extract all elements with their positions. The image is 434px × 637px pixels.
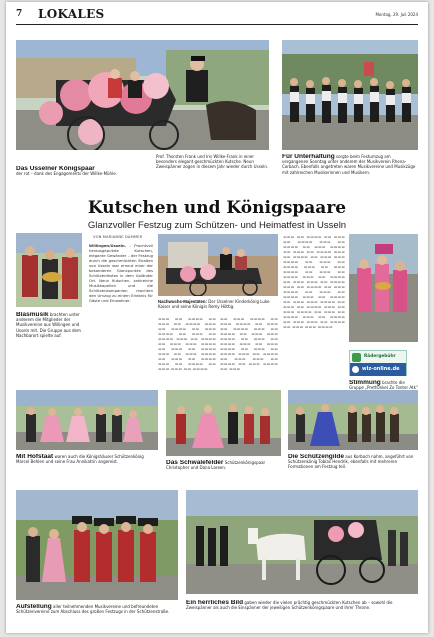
caption-stimmung-heading: Stimmung [349, 380, 381, 386]
badge-bottom [350, 363, 406, 376]
badge-top-label: Rädergebühr [364, 354, 396, 359]
photo-unterhaltung [282, 40, 418, 150]
photo-aufstellung [16, 490, 178, 600]
photo-schuetzengilde [288, 390, 418, 450]
section-title: LOKALES [38, 7, 105, 21]
photo-blasmusik [16, 233, 82, 307]
caption-blasmusik-text: brachten unter anderem die Mitglieder der Musikvereine aus Willingen und Usseln mit. Die Gruppe aus dem Nachbarort spielte auf. [16, 312, 81, 338]
caption-unterhaltung [282, 154, 418, 194]
caption-koenigspaar-heading: Das Usselner Königspaar [16, 166, 95, 172]
caption-blasmusik [16, 312, 82, 374]
caption-nachwuchs [158, 299, 278, 313]
caption-koenigspaar-text: der rot – dank des Engagements der Willke-Mühle. [16, 171, 117, 177]
wlz-online-badge[interactable] [349, 350, 407, 376]
photo-schwalefelder [166, 390, 281, 456]
caption-koenigspaar-side: Prof. Thorsten Frank und Iris Willke-Frank in einer besonders elegant geschmückten Kutsche. Neun Zweispänner zogen in diesem Jahr wieder durch Usseln. [156, 154, 269, 170]
caption-koenigspaar [16, 166, 156, 188]
caption-aufstellung-text: aller teilnehmenden Musikvereine und befreundeten Schützenvereine zum Abschluss des großen Festzugs in der Schützenstraße. [16, 604, 170, 615]
caption-nachwuchs-heading: Nachwuchs-Majestäten: [158, 299, 207, 304]
caption-herrliches-bild [186, 600, 418, 630]
caption-hofstaat-heading: Mit Hofstaat [16, 454, 54, 460]
caption-schwalefelder-heading: Das Schwalefelder [166, 460, 224, 466]
caption-hofstaat-text: waren auch die Königshäuser Schützenkönig Marcel Behlen und seine Frau Annikatrin angereist. [16, 454, 144, 465]
caption-aufstellung-heading: Aufstellung [16, 604, 52, 610]
issue-date: Montag, 29. Juli 2024 [375, 12, 418, 17]
header-rule [16, 24, 418, 25]
caption-unterhaltung-text: sorgte beim Festumzug am vergangenen Sonntag unter anderem der Musikverein Rhena-Corbach. Ebenfalls angetreten waren Musikvereine und Musikzüge mit zahlreichen Musikerinnen und Musikern. [282, 154, 416, 175]
badge-top [350, 351, 406, 363]
page-header [16, 7, 418, 23]
intro-lead: Willingen/Usseln. [89, 243, 127, 248]
caption-herrliches-bild-text: gaben wieder die vielen prächtig geschmückten Kutschen ab – sowohl die Zweispänner als auch die Einspänner der jeweiligen Schützenkönigspaare und ihrer Throne. [186, 600, 393, 611]
photo-stimmung [349, 234, 418, 342]
article-intro [89, 243, 153, 353]
caption-hofstaat [16, 454, 158, 474]
article-subtitle: Glanzvoller Festzug zum Schützen- und Heimatfest in Usseln [87, 220, 347, 231]
caption-unterhaltung-heading: Für Unterhaltung [282, 154, 335, 160]
globe-icon [352, 366, 359, 373]
page-number: 7 [16, 9, 23, 19]
article-body-col4: ▬▬▬ ▬▬ ▬▬▬▬ ▬▬ ▬▬▬ ▬▬ ▬▬▬▬ ▬▬▬ ▬▬ ▬▬▬▬ ▬▬ ▬▬▬ ▬▬▬▬ ▬▬ ▬▬▬ ▬▬ ▬▬▬▬ ▬▬▬ ▬▬ ▬▬▬▬ ▬▬ ▬▬▬ ▬▬▬ ▬▬▬▬ ▬▬ ▬▬▬ ▬▬ ▬▬▬▬ ▬▬▬ ▬▬ ▬▬▬ ▬▬▬▬ ▬▬ ▬▬▬ ▬▬ ▬▬▬▬ ▬▬▬ ▬▬ ▬▬▬▬ ▬▬ ▬▬▬ ▬▬▬ ▬▬ ▬▬▬▬ ▬▬▬ ▬▬ ▬▬▬▬ ▬▬ ▬▬▬ ▬▬▬▬ ▬▬ ▬▬▬ ▬▬ ▬▬▬▬ ▬▬▬ ▬▬ ▬▬▬▬ ▬▬ ▬▬▬ ▬▬▬ ▬▬▬▬ ▬▬ ▬▬▬ ▬▬ ▬▬▬▬ ▬▬▬ ▬▬ ▬▬▬ ▬▬▬▬ ▬▬ ▬▬▬ ▬▬ ▬▬▬▬ ▬▬▬ ▬▬ ▬▬▬▬ ▬▬ ▬▬▬ ▬▬▬ ▬▬ ▬▬▬▬ ▬▬ ▬▬▬ ▬▬▬ ▬▬▬▬ [283, 234, 345, 329]
photo-herrliches-bild [186, 490, 418, 594]
caption-nachwuchs-text: Der Usselner Kinderkönig Luke Kaiser und seine Königin Romy Höttig. [158, 299, 270, 310]
caption-blasmusik-heading: Blasmusik [16, 312, 49, 318]
caption-schuetzengilde [288, 454, 418, 480]
caption-schuetzengilde-text: aus Korbach nahm, angeführt von Schützenkönig Tobias Hendrik, ebenfalls mit mehreren Formationen am Festzug teil. [288, 454, 414, 470]
article-title: Kutschen und Königspaare [87, 198, 347, 218]
byline: VON MARIANNE DÄMMER [93, 235, 143, 239]
photo-koenigspaar [16, 40, 269, 150]
caption-schwalefelder [166, 460, 281, 480]
caption-schuetzengilde-heading: Die Schützengilde [288, 454, 344, 460]
caption-aufstellung [16, 604, 178, 630]
article-body-col3: ▬▬ ▬▬▬ ▬▬▬▬ ▬▬ ▬▬▬ ▬▬▬▬ ▬▬ ▬▬▬ ▬▬ ▬▬▬▬ ▬▬▬ ▬▬ ▬▬▬▬ ▬▬ ▬▬▬ ▬▬▬ ▬▬▬▬ ▬▬ ▬▬▬ ▬▬ ▬▬▬▬ ▬▬▬ ▬▬ ▬▬▬ ▬▬▬▬ ▬▬ ▬▬▬ ▬▬ ▬▬▬▬ ▬▬▬ ▬▬ ▬▬▬▬ ▬▬ ▬▬▬ ▬▬▬ ▬▬ ▬▬▬▬ ▬▬ ▬▬▬ ▬▬▬▬ ▬▬ ▬▬▬ [220, 316, 278, 371]
photo-hofstaat [16, 390, 158, 450]
photo-nachwuchs [158, 234, 278, 296]
gallery-icon [352, 353, 361, 362]
newspaper-page [6, 2, 428, 633]
caption-stimmung-text: brachte die Gruppe „PrettOnkel Zo Tonter Atk“ [349, 380, 418, 391]
caption-schwalefelder-text: Schützenkönigspaar Christopher und Dana Loreen. [166, 460, 266, 471]
badge-bottom-label: wlz-online.de [362, 366, 400, 372]
intro-text: – Prachtvoll herausgeputzte Kutschen, elegante Gewänder – der Festzug durch die geschmückten Straßen von Usseln war erneut einer der besonderen Glanzpunkte des Schützenfestes in dem Upländer Ort. Neun Kutschen, zahlreiche Musikkapellen und die Schützenkompanien machten den Umzug zu einem Erlebnis für Gäste und Einwohner. [89, 243, 153, 303]
article-body-col2: ▬▬▬ ▬▬ ▬▬▬▬ ▬▬ ▬▬▬ ▬▬ ▬▬▬▬ ▬▬▬ ▬▬ ▬▬▬▬ ▬▬ ▬▬▬ ▬▬▬▬ ▬▬ ▬▬▬ ▬▬ ▬▬▬▬ ▬▬▬ ▬▬ ▬▬▬▬ ▬▬ ▬▬▬ ▬▬▬ ▬▬▬▬ ▬▬ ▬▬▬ ▬▬ ▬▬▬▬ ▬▬▬ ▬▬ ▬▬▬ ▬▬▬▬ ▬▬ ▬▬▬ ▬▬ ▬▬▬▬ ▬▬▬ ▬▬ ▬▬▬▬ ▬▬ ▬▬▬ ▬▬▬ ▬▬ ▬▬▬▬ [158, 316, 216, 371]
caption-herrliches-bild-heading: Ein herrliches Bild [186, 600, 244, 606]
